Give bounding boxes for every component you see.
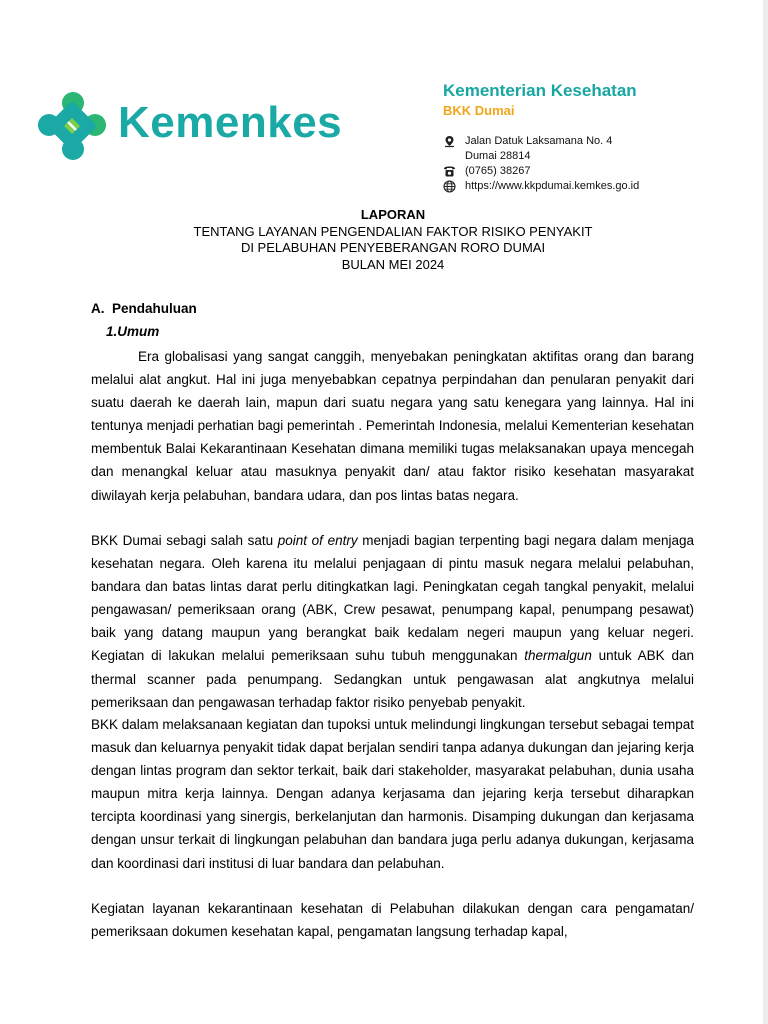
title-line-2: TENTANG LAYANAN PENGENDALIAN FAKTOR RISIKO PENYAKIT	[193, 223, 593, 239]
subsection-heading: 1.Umum	[106, 324, 160, 339]
paragraph-2: BKK Dumai sebagi salah satu point of entry menjadi bagian terpenting bagi negara dalam menjaga kesehatan negara. Oleh karena itu melalui penjagaan di pintu masuk negara melalui pelabuhan, bandara dan batas lintas darat perlu ditingkatkan lagi. Peningkatan cegah tangkal penyakit, melalui pengawasan/ pemeriksaan orang (ABK, Crew pesawat, penumpang kapal, penumpang pesawat) baik yang datang maupun yang berangkat baik kedalam negeri maupun yang keluar negeri. Kegiatan di lakukan melalui pemeriksaan suhu tubuh menggunakan thermalgun untuk ABK dan thermal scanner pada penumpang. Sedangkan untuk pengawasan alat angkutnya melalui pemeriksaan dan pengawasan terhadap faktor risiko penyebab penyakit.	[91, 533, 694, 710]
org-name: Kementerian Kesehatan	[443, 81, 637, 100]
report-title	[0, 207, 768, 273]
section-heading: A. Pendahuluan	[91, 301, 197, 316]
phone-icon	[443, 165, 456, 178]
paragraph-1: Era globalisasi yang sangat canggih, menyebakan peningkatan aktifitas orang dan barang melalui alat angkut. Hal ini juga menyebabkan cepatnya perpindahan dan penularan penyakit dari suatu daerah ke daerah lain, mapun dari suatu negara yang satu kenegara yang lainnya. Hal ini tentunya menjadi perhatian bagi pemerintah . Pemerintah Indonesia, melalui Kementerian kesehatan membentuk Balai Kekarantinaan Kesehatan dimana memiliki tugas melaksanakan upaya mencegah dan menangkal keluar atau masuknya penyakit dan/ atau faktor risiko kesehatan masyarakat diwilayah kerja pelabuhan, bandara udara, dan pos lintas batas negara.	[91, 349, 694, 503]
location-pin-icon	[443, 135, 456, 148]
logo-wordmark: Kemenkes	[118, 98, 343, 147]
emphasis-point-of-entry: point of entry	[277, 533, 358, 548]
paragraph-4: Kegiatan layanan kekarantinaan kesehatan di Pelabuhan dilakukan dengan cara pengamatan/ pemeriksaan dokumen kesehatan kapal, pengamatan langsung terhadap kapal,	[91, 901, 694, 940]
title-line-3: DI PELABUHAN PENYEBERANGAN RORO DUMAI	[240, 240, 546, 255]
paragraph-3: BKK dalam melaksanaan kegiatan dan tupoksi untuk melindungi lingkungan tersebut sebagai tempat masuk dan keluarnya penyakit tidak dapat berjalan sendiri tanpa adanya dukungan dan jejaring kerja dengan lintas program dan sektor terkait, baik dari stakeholder, masyarakat pelabuhan, dunia usaha maupun mitra kerja lainnya. Dengan adanya kerjasama dan jejaring kerja tersebut diharapkan tercipta koordinasi yang sinergis, berkelanjutan dan harmonis. Disamping dukungan dan kerjasama dengan unsur terkait di lingkungan pelabuhan dan bandara juga perlu adanya dukungan, kerjasama dan koordinasi dari institusi di luar bandara dan pelabuhan.	[91, 717, 694, 871]
organization-block	[443, 80, 637, 119]
emphasis-thermalgun: thermalgun	[524, 648, 592, 664]
globe-icon	[443, 180, 456, 193]
kemenkes-logo-icon	[38, 92, 106, 160]
page-edge	[763, 0, 768, 1024]
org-unit: BKK Dumai	[443, 103, 515, 118]
title-line-1: LAPORAN	[360, 207, 426, 222]
title-line-4: BULAN MEI 2024	[341, 256, 445, 272]
